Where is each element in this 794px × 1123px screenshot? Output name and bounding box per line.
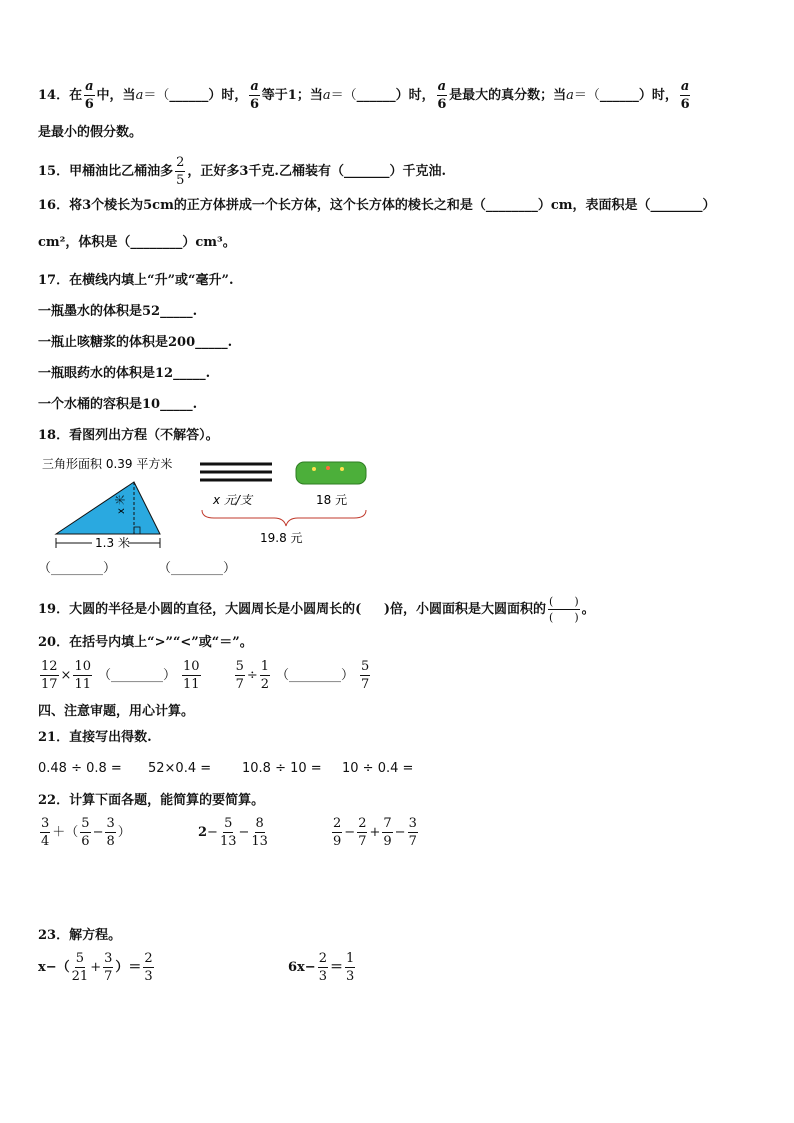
calc-item: 10 ÷ 0.4 = (342, 761, 414, 776)
compare-blank[interactable]: （________） (276, 668, 355, 683)
fraction: $\frac{2}{9}$ (333, 816, 342, 849)
fraction-2-over-5: $\frac{2}{5}$ (176, 155, 185, 188)
q15-line: 15． 甲桶油比乙桶油多 $\frac{2}{5}$ ，正好多3千克.乙桶装有（ _______ ）千克油. (38, 155, 446, 188)
fraction-a-over-6: $\frac{a}{6}$ (84, 79, 94, 112)
q23-eq1: x−（ $\frac{5}{21}$ + $\frac{3}{7}$ ）＝ $\frac{2}{3}$ (38, 951, 153, 984)
fraction: $\frac{1}{3}$ (346, 951, 355, 984)
q23-eq2: 6x− $\frac{2}{3}$ ＝ $\frac{1}{3}$ (288, 951, 355, 984)
answer-blank[interactable]: _______ (343, 164, 390, 179)
q14-line1: 14． 在 $\frac{a}{6}$ 中，当 a ＝（ ______ ）时， $\frac{a}{6}$ 等于1；当 a ＝（ ______ ）时， $\frac{a}{6}$ 是最大的真分数；当 a ＝（ ______ ）时， $\frac{a}{6}$ (38, 79, 690, 112)
q16-line1: 16． 将3个棱长为5cm的正方体拼成一个长方体，这个长方体的棱长之和是（ ________ ）cm，表面积是（ ________ ） (38, 198, 716, 213)
triangle-shape (56, 482, 160, 534)
answer-blank[interactable]: ______ (356, 88, 396, 103)
fraction: $\frac{12}{17}$ (41, 659, 58, 692)
q22-expr3: $\frac{2}{9}$ − $\frac{2}{7}$ + $\frac{7}{9}$ − $\frac{3}{7}$ (333, 816, 417, 849)
total-brace (202, 510, 366, 526)
calc-item: 52×0.4 = (148, 761, 212, 776)
fraction: $\frac{3}{7}$ (104, 951, 113, 984)
fraction: $\frac{3}{4}$ (41, 816, 50, 849)
fraction: $\frac{3}{8}$ (106, 816, 115, 849)
compare-blank[interactable]: （________） (98, 668, 177, 683)
fraction: $\frac{8}{13}$ (251, 816, 268, 849)
box-dot (340, 467, 344, 471)
q18-answers (38, 562, 236, 575)
q16-line2: cm²，体积是（ ________ ）cm³。 (38, 235, 236, 250)
fraction-blank[interactable]: $\frac{( )}{( )}$ (549, 595, 579, 624)
q23-title: 23． 解方程。 (38, 928, 122, 943)
q17-item: 一个水桶的容积是10_____. (38, 397, 198, 412)
q22-expr2: 2 − $\frac{5}{13}$ − $\frac{8}{13}$ (198, 816, 268, 849)
q14-line2: 是最小的假分数。 (38, 125, 143, 140)
fraction: $\frac{1}{2}$ (260, 659, 270, 692)
fraction: $\frac{5}{21}$ (71, 951, 89, 984)
q18-title: 18． 看图列出方程（不解答）。 (38, 428, 219, 443)
calc-item: 0.48 ÷ 0.8 = (38, 761, 122, 776)
total-price-label: 19.8 元 (260, 531, 303, 545)
pen-price-label: x 元/支 (213, 493, 252, 507)
calc-item: 10.8 ÷ 10 = (242, 761, 322, 776)
fraction: $\frac{2}{3}$ (144, 951, 153, 984)
fraction: $\frac{5}{7}$ (235, 659, 244, 692)
fraction: $\frac{5}{6}$ (81, 816, 90, 849)
q22-expr1: $\frac{3}{4}$ ＋（ $\frac{5}{6}$ − $\frac{3}{8}$ ） (41, 816, 131, 849)
q21-title: 21． 直接写出得数. (38, 730, 152, 745)
fraction: $\frac{5}{13}$ (219, 816, 237, 849)
fraction: $\frac{7}{9}$ (383, 816, 392, 849)
q20-expressions: $\frac{12}{17}$ × $\frac{10}{11}$ （________） $\frac{10}{11}$ $\frac{5}{7}$ ÷ $\frac{1}{2}$ （________） $\frac{5}{7}$ (41, 659, 370, 692)
q20-title: 20． 在括号内填上“>”“<”或“＝”。 (38, 635, 253, 650)
answer-blank[interactable]: （________） (38, 561, 117, 576)
fraction: $\frac{5}{7}$ (361, 659, 370, 692)
fraction: $\frac{3}{7}$ (408, 816, 417, 849)
fraction-a-over-6: $\frac{a}{6}$ (437, 79, 447, 112)
q18-figure (38, 452, 378, 552)
fraction: $\frac{2}{7}$ (358, 816, 367, 849)
fraction: $\frac{2}{3}$ (318, 951, 327, 984)
fraction: $\frac{10}{11}$ (74, 659, 91, 692)
q17-item: 一瓶眼药水的体积是12_____. (38, 366, 211, 381)
q19-line: 19． 大圆的半径是小圆的直径，大圆周长是小圆周长的( )倍，小圆面积是大圆面积的 $\frac{( )}{( )}$ 。 (38, 595, 595, 624)
section-heading: 四、注意审题，用心计算。 (38, 704, 195, 719)
q22-title: 22． 计算下面各题，能简算的要简算。 (38, 793, 265, 808)
pencil-box-icon (296, 462, 366, 484)
q17-title: 17． 在横线内填上“升”或“毫升”. (38, 273, 234, 288)
triangle-base-label: 1.3 米 (95, 536, 130, 550)
answer-blank[interactable]: ________ (650, 198, 703, 213)
box-price-label: 18 元 (316, 493, 348, 507)
q21-items (38, 762, 413, 775)
q17-item: 一瓶墨水的体积是52_____. (38, 304, 198, 319)
triangle-area-label: 三角形面积 0.39 平方米 (42, 457, 173, 471)
answer-blank[interactable] (361, 603, 384, 616)
box-dot (312, 467, 316, 471)
q17-item: 一瓶止咳糖浆的体积是200_____. (38, 335, 233, 350)
box-dot (326, 466, 330, 470)
fraction: $\frac{10}{11}$ (183, 659, 200, 692)
fraction-a-over-6: $\frac{a}{6}$ (680, 79, 690, 112)
fraction-a-over-6: $\frac{a}{6}$ (250, 79, 260, 112)
answer-blank[interactable]: ______ (599, 88, 639, 103)
answer-blank[interactable]: ________ (485, 198, 538, 213)
answer-blank[interactable]: （________） (158, 561, 237, 576)
answer-blank[interactable]: ______ (169, 88, 209, 103)
triangle-height-label: x 米 (116, 494, 127, 514)
answer-blank[interactable]: ________ (130, 235, 183, 250)
